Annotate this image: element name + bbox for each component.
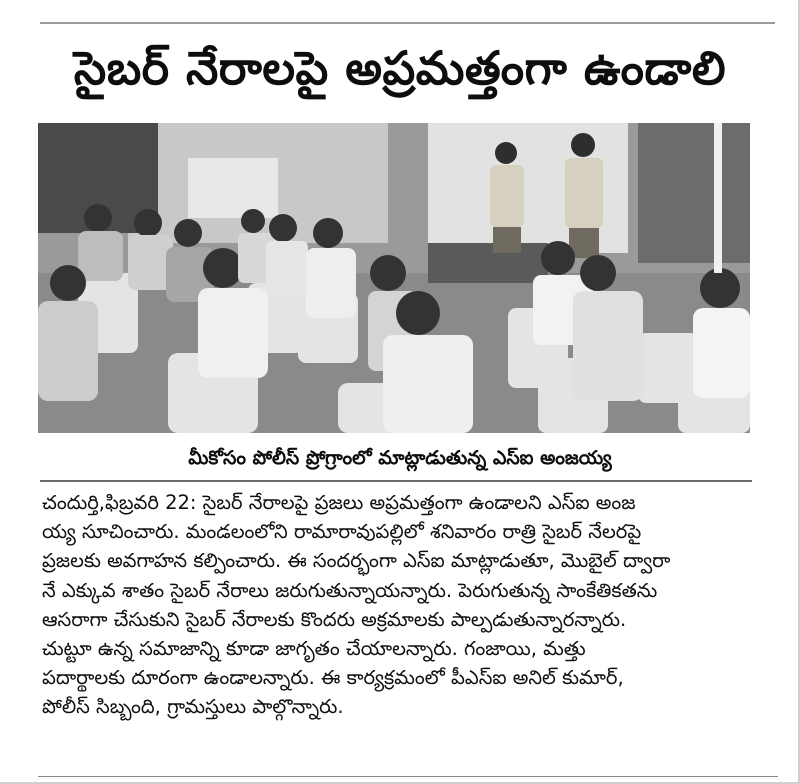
table — [428, 243, 548, 283]
bottom-rule — [38, 776, 778, 777]
pole — [714, 123, 722, 273]
article-line: చందుర్తి,ఫిబ్రవరి 22: సైబర్ నేరాలపై ప్రజలు అప్రమత్తంగా ఉండాలని ఎస్ఐ అంజ — [42, 491, 636, 514]
article-line: య్య సూచించారు. మండలంలోని రామారావుపల్లిలో శనివారం రాత్రి సైబర్ నేలరపై — [42, 520, 642, 544]
article-line: చుట్టూ ఉన్న సమాజాన్ని కూడా జాగృతం చేయాలన్నారు. గంజాయి, మత్తు — [42, 637, 586, 661]
back-wall — [638, 123, 750, 263]
article-line: ఆసరాగా చేసుకుని సైబర్ నేరాలకు కొందరు అక్రమాలకు పాల్పడుతున్నారన్నారు. — [42, 607, 627, 631]
article-line: పోలీస్ సిబ్బంది, గ్రామస్తులు పాల్గొన్నారు. — [42, 695, 344, 719]
news-photo — [38, 123, 750, 433]
caption-rule — [40, 480, 752, 482]
headline: సైబర్ నేరాలపై అప్రమత్తంగా ఉండాలి — [73, 41, 727, 95]
top-rule — [40, 22, 775, 24]
poster — [188, 158, 278, 218]
article-line: పదార్థాలకు దూరంగా ఉండాలన్నారు. ఈ కార్యక్రమంలో పీఎస్ఐ అనిల్ కుమార్, — [42, 666, 624, 690]
article-body — [42, 488, 762, 722]
article-line: ప్రజలకు అవగాహన కల్పించారు. ఈ సందర్భంగా ఎస్ఐ మాట్లాడుతూ, మొబైల్ ద్వారా — [42, 549, 671, 573]
article-line: నే ఎక్కువ శాతం సైబర్ నేరాలు జరుగుతున్నాయన్నారు. పెరుగుతున్న సాంకేతికతను — [42, 578, 658, 602]
photo-illustration — [38, 123, 750, 433]
photo-caption: మీకోసం పోలీస్ ప్రోగ్రాంలో మాట్లాడుతున్న ఎస్ఐ అంజయ్య — [188, 447, 612, 469]
